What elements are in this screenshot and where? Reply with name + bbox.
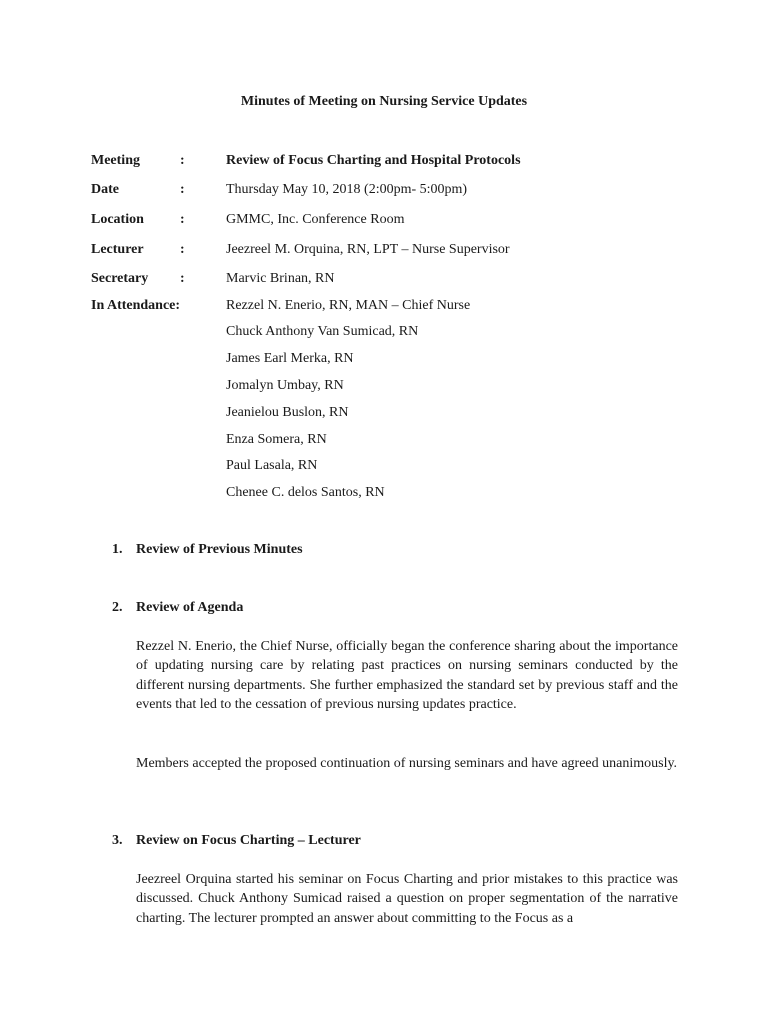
detail-row-meeting bbox=[91, 153, 691, 173]
attendee: James Earl Merka, RN bbox=[226, 351, 354, 366]
section-heading-agenda bbox=[112, 600, 243, 616]
detail-row-lecturer bbox=[91, 242, 691, 262]
attendee: Chuck Anthony Van Sumicad, RN bbox=[226, 324, 419, 339]
detail-colon: : bbox=[180, 271, 185, 286]
detail-label: Secretary bbox=[91, 271, 149, 286]
attendee: Jeanielou Buslon, RN bbox=[226, 405, 349, 420]
detail-label: Meeting bbox=[91, 153, 140, 168]
attendee: Enza Somera, RN bbox=[226, 432, 327, 447]
detail-row-secretary bbox=[91, 271, 691, 291]
section-number: 1. bbox=[112, 542, 123, 557]
detail-colon: : bbox=[180, 153, 185, 168]
section-number: 2. bbox=[112, 600, 123, 615]
detail-value: Jeezreel M. Orquina, RN, LPT – Nurse Supervisor bbox=[226, 242, 510, 257]
section-number: 3. bbox=[112, 833, 123, 848]
detail-value: Review of Focus Charting and Hospital Protocols bbox=[226, 153, 521, 168]
detail-label: Location bbox=[91, 212, 144, 227]
attendance-label: In Attendance: bbox=[91, 298, 181, 313]
detail-row-location bbox=[91, 212, 691, 232]
detail-colon: : bbox=[180, 212, 185, 227]
detail-colon: : bbox=[180, 242, 185, 257]
detail-value: Marvic Brinan, RN bbox=[226, 271, 335, 286]
detail-label: Date bbox=[91, 182, 119, 197]
paragraph: Rezzel N. Enerio, the Chief Nurse, officially began the conference sharing about the importance of updating nursing care by relating past practices on nursing seminars conducted by the different nursing departments. She further emphasized the standard set by previous staff and the events that led to the cessation of previous nursing updates practice. bbox=[136, 639, 678, 712]
paragraph: Members accepted the proposed continuation of nursing seminars and have agreed unanimously. bbox=[136, 756, 678, 771]
section-title: Review on Focus Charting – Lecturer bbox=[136, 833, 361, 848]
paragraph: Jeezreel Orquina started his seminar on Focus Charting and prior mistakes to this practice was discussed. Chuck Anthony Sumicad raised a question on proper segmentation of the narrative charting. The lecturer prompted an answer about committing to the Focus as a bbox=[136, 872, 678, 926]
section-title: Review of Agenda bbox=[136, 600, 244, 615]
section-title: Review of Previous Minutes bbox=[136, 542, 303, 557]
attendee: Chenee C. delos Santos, RN bbox=[226, 485, 385, 500]
detail-row-date bbox=[91, 182, 691, 202]
detail-colon: : bbox=[180, 182, 185, 197]
section-heading-focus-charting bbox=[112, 833, 361, 849]
document-title: Minutes of Meeting on Nursing Service Updates bbox=[240, 94, 528, 109]
section-heading-previous-minutes bbox=[112, 542, 303, 558]
attendee: Paul Lasala, RN bbox=[226, 458, 318, 473]
attendee: Rezzel N. Enerio, RN, MAN – Chief Nurse bbox=[226, 298, 471, 313]
detail-label: Lecturer bbox=[91, 242, 144, 257]
detail-value: GMMC, Inc. Conference Room bbox=[226, 212, 405, 227]
attendee: Jomalyn Umbay, RN bbox=[226, 378, 344, 393]
detail-value: Thursday May 10, 2018 (2:00pm- 5:00pm) bbox=[226, 182, 468, 197]
